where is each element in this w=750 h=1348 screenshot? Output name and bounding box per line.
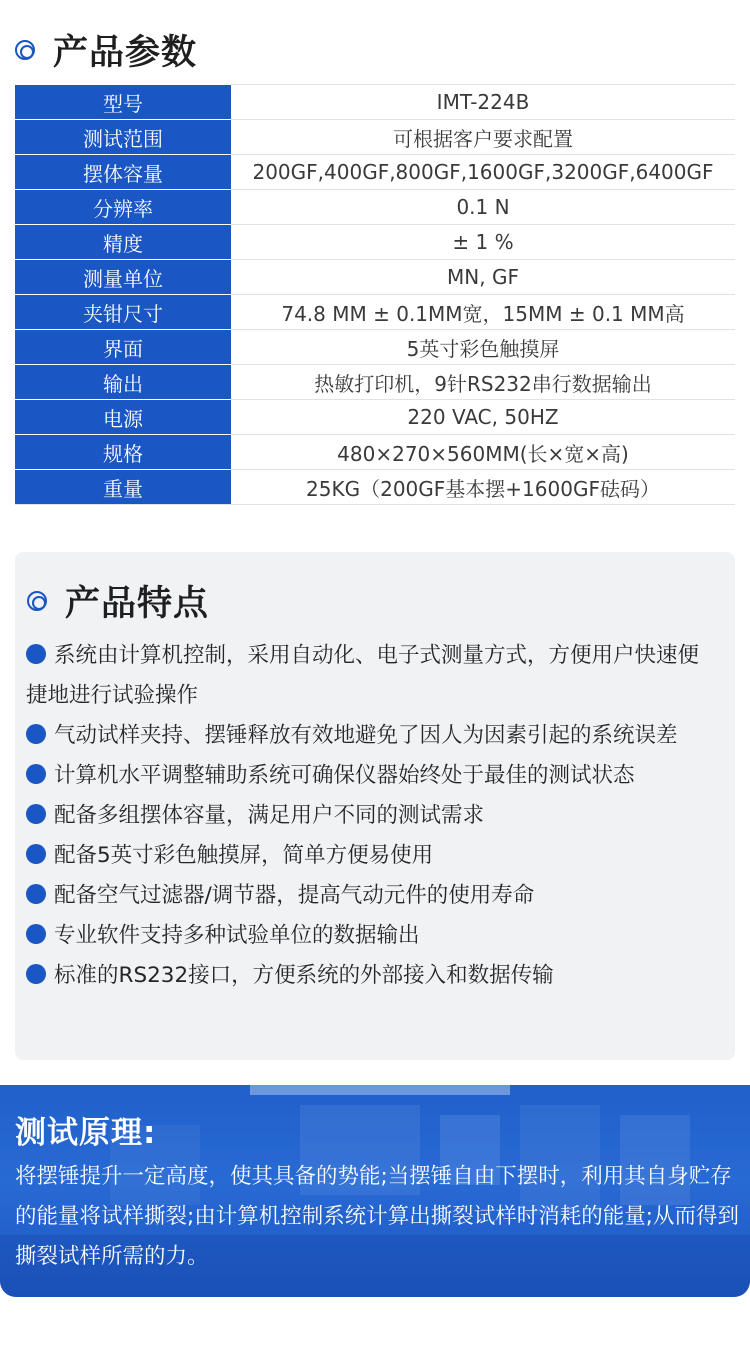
bullet-dot-icon <box>26 844 46 864</box>
spec-value: 热敏打印机，9针RS232串行数据输出 <box>231 365 735 400</box>
spec-value: 480×270×560MM(长×宽×高) <box>231 435 735 470</box>
spec-key: 测量单位 <box>15 260 231 295</box>
spec-row <box>15 365 735 400</box>
spec-key: 规格 <box>15 435 231 470</box>
params-heading <box>15 26 197 74</box>
params-title: 产品参数 <box>53 33 198 73</box>
feature-item <box>26 756 716 796</box>
spec-key: 输出 <box>15 365 231 400</box>
principle-text: 将摆锤提升一定高度，使其具备的势能;当摆锤自由下摆时，利用其自身贮存的能量将试样撕裂;由计算机控制系统计算出撕裂试样时消耗的能量;从而得到撕裂试样所需的力。 <box>15 1164 739 1269</box>
feature-item <box>26 716 716 756</box>
spec-value: 可根据客户要求配置 <box>231 120 735 155</box>
feature-item <box>26 876 716 916</box>
spec-value: 74.8 MM ± 0.1MM宽，15MM ± 0.1 MM高 <box>231 295 735 330</box>
feature-item <box>26 916 716 956</box>
spec-key: 型号 <box>15 85 231 120</box>
spec-value: IMT-224B <box>231 85 735 120</box>
spec-table <box>15 84 735 505</box>
spec-key: 电源 <box>15 400 231 435</box>
spec-key: 测试范围 <box>15 120 231 155</box>
features-panel <box>15 552 735 1060</box>
bullet-dot-icon <box>26 804 46 824</box>
spec-row <box>15 85 735 120</box>
spec-key: 精度 <box>15 225 231 260</box>
spec-row <box>15 155 735 190</box>
features-heading <box>27 578 209 624</box>
feature-item <box>26 836 716 876</box>
spec-row <box>15 225 735 260</box>
features-list <box>26 636 716 996</box>
feature-text: 专业软件支持多种试验单位的数据输出 <box>54 923 420 948</box>
spec-row <box>15 400 735 435</box>
feature-item <box>26 636 716 716</box>
target-circle-icon <box>15 40 35 60</box>
spec-key: 分辨率 <box>15 190 231 225</box>
feature-text: 气动试样夹持、摆锤释放有效地避免了因人为因素引起的系统误差 <box>54 723 678 748</box>
feature-text: 标准的RS232接口，方便系统的外部接入和数据传输 <box>54 963 554 988</box>
spec-value: 200GF,400GF,800GF,1600GF,3200GF,6400GF <box>231 155 735 190</box>
feature-text: 配备5英寸彩色触摸屏，简单方便易使用 <box>54 843 434 868</box>
bullet-dot-icon <box>26 924 46 944</box>
spec-key: 界面 <box>15 330 231 365</box>
feature-text: 配备空气过滤器/调节器，提高气动元件的使用寿命 <box>54 883 535 908</box>
spec-row <box>15 330 735 365</box>
spec-value: 220 VAC, 50HZ <box>231 400 735 435</box>
spec-value: 25KG（200GF基本摆+1600GF砝码） <box>231 470 735 505</box>
spec-row <box>15 120 735 155</box>
spec-key: 夹钳尺寸 <box>15 295 231 330</box>
feature-item <box>26 956 716 996</box>
bullet-dot-icon <box>26 964 46 984</box>
features-title: 产品特点 <box>65 584 210 624</box>
spec-value: MN, GF <box>231 260 735 295</box>
target-circle-icon <box>27 591 47 611</box>
feature-item <box>26 796 716 836</box>
spec-key: 摆体容量 <box>15 155 231 190</box>
spec-key: 重量 <box>15 470 231 505</box>
principle-banner <box>0 1085 750 1297</box>
spec-row <box>15 295 735 330</box>
bullet-dot-icon <box>26 764 46 784</box>
spec-row <box>15 470 735 505</box>
spec-row <box>15 260 735 295</box>
spec-row <box>15 190 735 225</box>
spec-row <box>15 435 735 470</box>
spec-value: 0.1 N <box>231 190 735 225</box>
feature-text: 配备多组摆体容量，满足用户不同的测试需求 <box>54 803 485 828</box>
spec-value: ± 1 % <box>231 225 735 260</box>
bullet-dot-icon <box>26 724 46 744</box>
feature-text: 系统由计算机控制，采用自动化、电子式测量方式，方便用户快速便捷地进行试验操作 <box>26 643 700 708</box>
principle-title: 测试原理: <box>15 1115 157 1151</box>
feature-text: 计算机水平调整辅助系统可确保仪器始终处于最佳的测试状态 <box>54 763 635 788</box>
spec-value: 5英寸彩色触摸屏 <box>231 330 735 365</box>
bullet-dot-icon <box>26 644 46 664</box>
bullet-dot-icon <box>26 884 46 904</box>
